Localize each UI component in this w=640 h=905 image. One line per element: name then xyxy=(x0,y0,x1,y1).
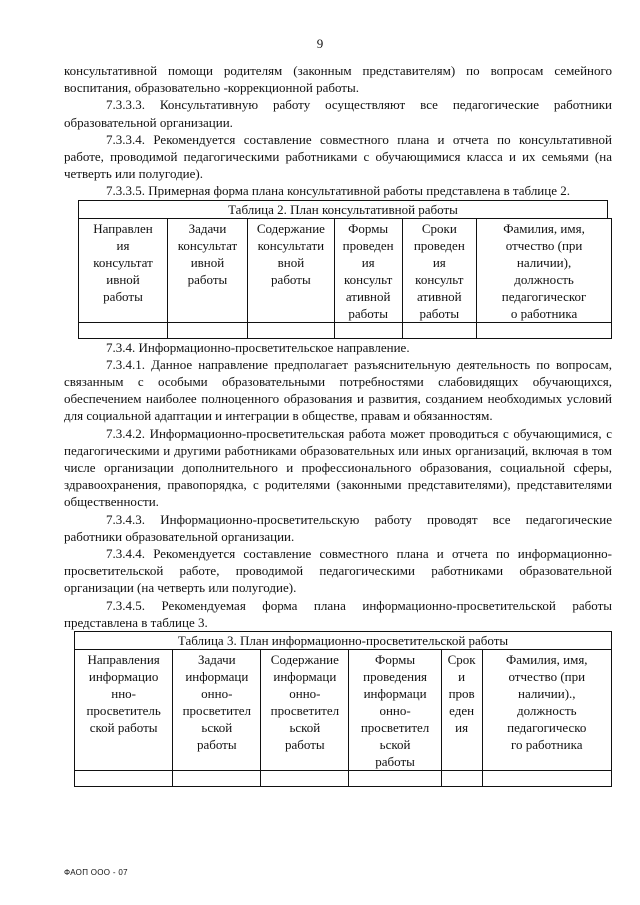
table-2-header-forms: Формы проведен ия консульт ативной работы xyxy=(334,218,402,322)
table-2-caption: Таблица 2. План консультативной работы xyxy=(78,200,608,218)
table-3-header-directions: Направления информацио нно- просветитель ской работы xyxy=(75,650,173,771)
table-3-header-responsible: Фамилия, имя, отчество (при наличии)., должность педагогическо го работника xyxy=(482,650,611,771)
table-cell xyxy=(79,322,168,338)
table-3-header-forms: Формы проведения информаци онно- просветител ьской работы xyxy=(349,650,441,771)
table-cell xyxy=(75,771,173,787)
table-2-grid xyxy=(78,218,612,339)
table-3-header-terms: Срок и пров еден ия xyxy=(441,650,482,771)
paragraph-7-3-3-5: 7.3.3.5. Примерная форма плана консультативной работы представлена в таблице 2. xyxy=(106,183,570,199)
table-3-header-row xyxy=(75,650,612,771)
paragraph-top-0: консультативной помощи родителям (законным представителям) по вопросам семейного воспитания, образовательно -коррекционной работы. xyxy=(64,63,612,96)
paragraph-7-3-4-1: 7.3.4.1. Данное направление предполагает разъяснительную деятельность по вопросам, связанным с особыми образовательными потребностями слабовидящих обучающихся, обеспечением наиболее полноценного образования и развития, созданием необходимых условий для социальной адаптации и интеграции в обществе, правам и обязанностям. xyxy=(64,356,612,424)
table-cell xyxy=(349,771,441,787)
paragraph-7-3-3-3: 7.3.3.3. Консультативную работу осуществляют все педагогические работники образовательной организации. xyxy=(64,97,612,130)
table-2 xyxy=(64,200,612,339)
table-2-header-content: Содержание консультати вной работы xyxy=(247,218,334,322)
table-cell xyxy=(168,322,248,338)
table-3 xyxy=(74,631,612,787)
table-2-header-terms: Сроки проведен ия консульт ативной работы xyxy=(402,218,477,322)
table-cell xyxy=(247,322,334,338)
table-cell xyxy=(482,771,611,787)
table-2-header-responsible: Фамилия, имя, отчество (при наличии), должность педагогическог о работника xyxy=(477,218,612,322)
table-3-empty-row xyxy=(75,771,612,787)
table-cell xyxy=(441,771,482,787)
table-cell xyxy=(334,322,402,338)
document-body xyxy=(64,62,612,787)
table-cell xyxy=(477,322,612,338)
table-3-grid xyxy=(74,649,612,787)
table-cell xyxy=(173,771,261,787)
table-cell xyxy=(402,322,477,338)
table-3-header-content: Содержание информаци онно- просветител ьской работы xyxy=(261,650,349,771)
footer-code: ФАОП ООО - 07 xyxy=(64,868,128,877)
paragraph-7-3-3-4: 7.3.3.4. Рекомендуется составление совместного плана и отчета по консультативной работе, проводимой педагогическими работниками с обучающимися класса и их семьями (на четверть или полугодие). xyxy=(64,131,612,182)
paragraph-7-3-4-3: 7.3.4.3. Информационно-просветительскую работу проводят все педагогические работники образовательной организации. xyxy=(64,511,612,544)
table-2-header-directions: Направлен ия консультат ивной работы xyxy=(79,218,168,322)
table-cell xyxy=(261,771,349,787)
paragraph-7-3-4-5: 7.3.4.5. Рекомендуемая форма плана информационно-просветительской работы представлена в таблице 3. xyxy=(64,597,612,630)
table-2-header-tasks: Задачи консультат ивной работы xyxy=(168,218,248,322)
page-number: 9 xyxy=(316,36,324,51)
paragraph-7-3-4-2: 7.3.4.2. Информационно-просветительская работа может проводиться с обучающимися, с педагогическими и другими работниками образовательных или иных организаций, включая в том числе организации дополнительного и профессионального образования, социальной сферы, здравоохранения, правопорядка, с родителями (законными представителями), представителями общественности. xyxy=(64,425,612,510)
table-2-empty-row xyxy=(79,322,612,338)
table-3-caption: Таблица 3. План информационно-просветительской работы xyxy=(74,631,612,649)
table-2-header-row xyxy=(79,218,612,322)
paragraph-7-3-4: 7.3.4. Информационно-просветительское направление. xyxy=(106,339,410,355)
paragraph-7-3-4-4: 7.3.4.4. Рекомендуется составление совместного плана и отчета по информационно-просветительской работе, проводимой педагогическими работниками образовательной организации (на четверть или полугодие). xyxy=(64,546,612,596)
table-3-header-tasks: Задачи информаци онно- просветител ьской работы xyxy=(173,650,261,771)
